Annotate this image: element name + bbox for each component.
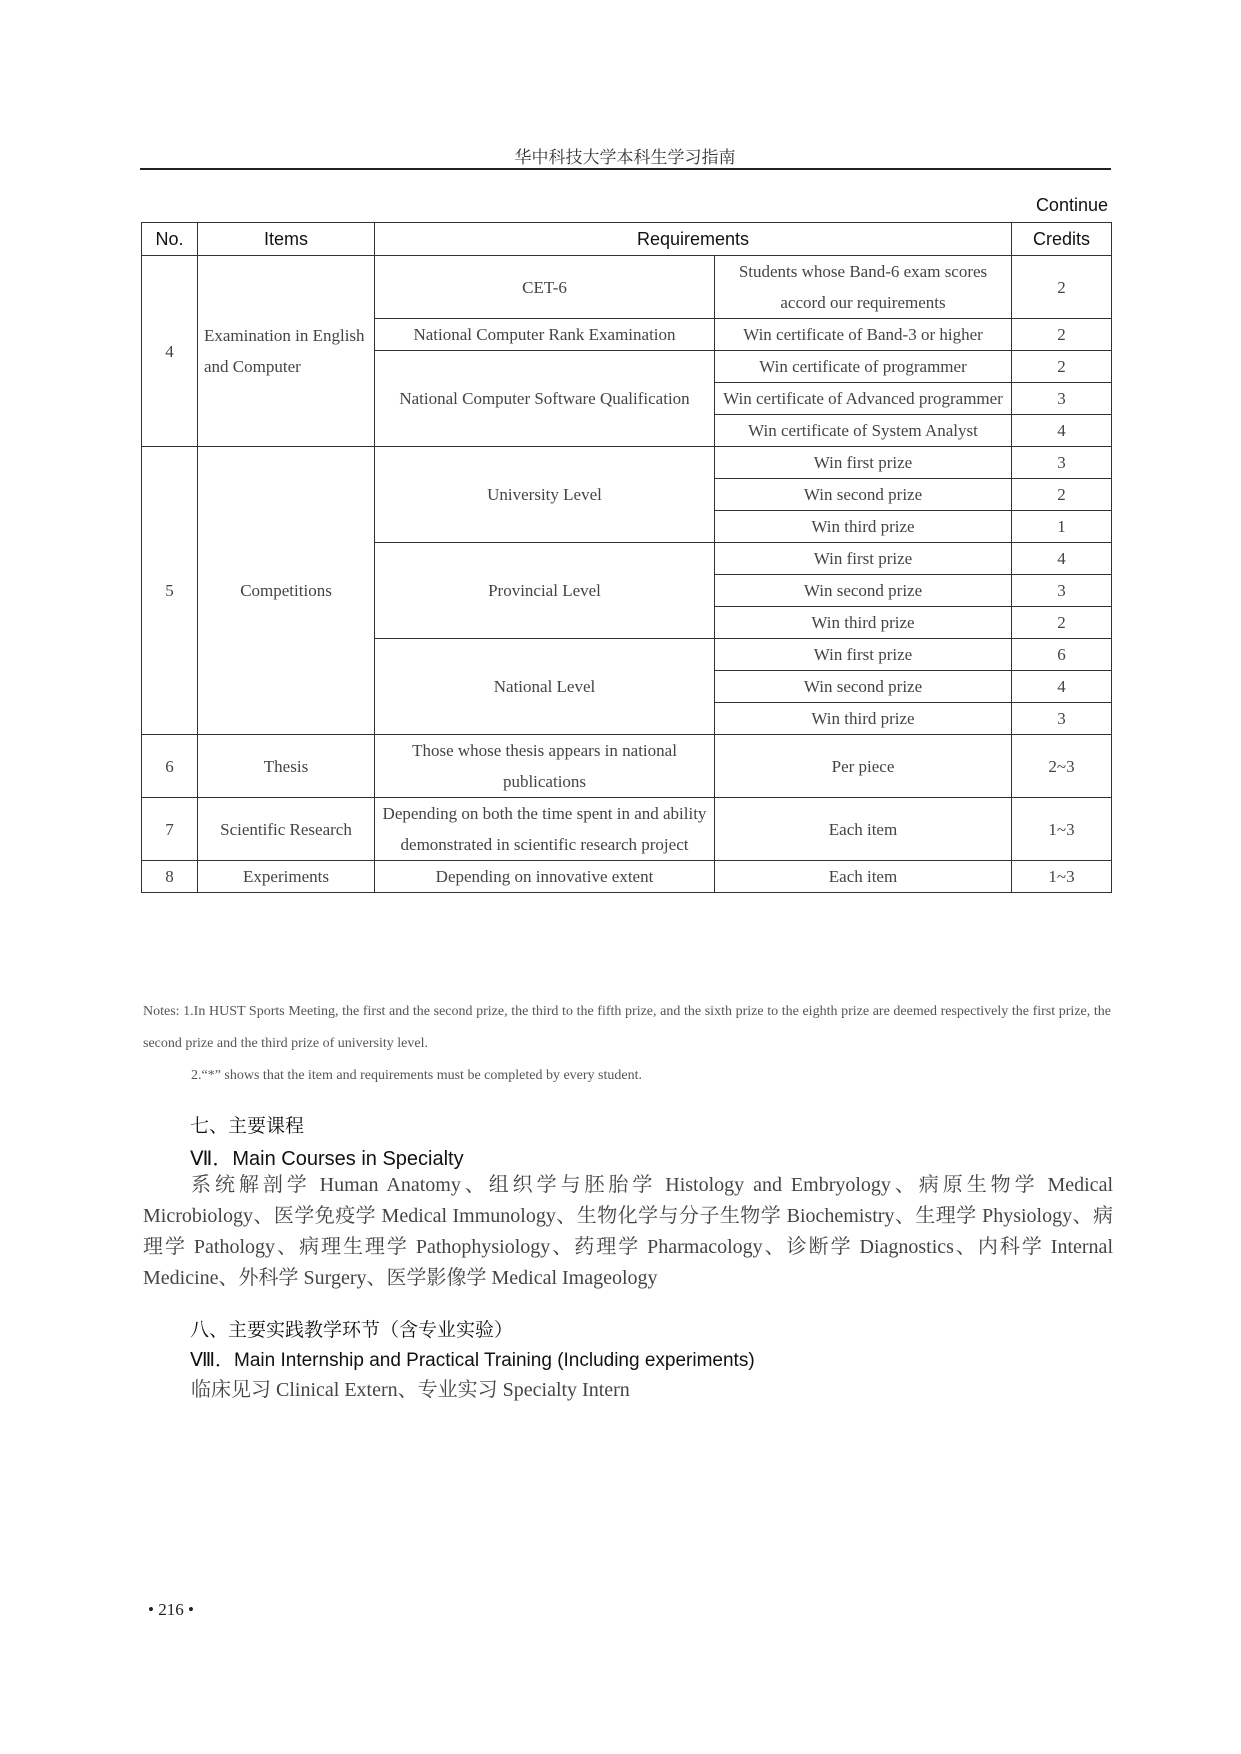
running-header: 华中科技大学本科生学习指南 [514, 148, 736, 168]
continue-label: Continue [1035, 195, 1108, 215]
row-number: 5 [142, 447, 198, 735]
detail-cell: Win second prize [715, 479, 1012, 511]
requirement-cell: National Computer Rank Examination [375, 319, 715, 351]
table-row [142, 798, 1112, 861]
row-item: Thesis [198, 735, 375, 798]
row-item: Examination in English and Computer [198, 256, 375, 447]
requirement-cell: National Computer Software Qualification [375, 351, 715, 447]
requirement-cell: Those whose thesis appears in national publications [375, 735, 715, 798]
detail-cell: Each item [715, 861, 1012, 893]
row-number: 7 [142, 798, 198, 861]
section-8-body: 临床见习 Clinical Extern、专业实习 Specialty Intern [191, 1379, 630, 1401]
credit-cell: 3 [1012, 447, 1112, 479]
row-item: Scientific Research [198, 798, 375, 861]
credit-cell: 6 [1012, 639, 1112, 671]
table-row [142, 861, 1112, 893]
section-7-heading-cn: 七、主要课程 [190, 1115, 305, 1137]
credit-cell: 1~3 [1012, 798, 1112, 861]
col-header-credits: Credits [1012, 223, 1112, 256]
credit-cell: 2~3 [1012, 735, 1112, 798]
table-row [142, 735, 1112, 798]
detail-cell: Win first prize [715, 447, 1012, 479]
credit-cell: 1~3 [1012, 861, 1112, 893]
page-number: • 216 • [148, 1600, 194, 1619]
row-number: 8 [142, 861, 198, 893]
credit-cell: 2 [1012, 319, 1112, 351]
header-divider [140, 168, 1111, 170]
detail-cell: Win first prize [715, 639, 1012, 671]
credit-cell: 2 [1012, 607, 1112, 639]
detail-cell: Win third prize [715, 703, 1012, 735]
requirement-cell: CET-6 [375, 256, 715, 319]
row-number: 6 [142, 735, 198, 798]
detail-cell: Win certificate of System Analyst [715, 415, 1012, 447]
credit-cell: 2 [1012, 479, 1112, 511]
credit-cell: 3 [1012, 383, 1112, 415]
detail-cell: Per piece [715, 735, 1012, 798]
detail-cell: Each item [715, 798, 1012, 861]
row-number: 4 [142, 256, 198, 447]
requirement-cell: University Level [375, 447, 715, 543]
credit-cell: 4 [1012, 415, 1112, 447]
detail-cell: Win first prize [715, 543, 1012, 575]
requirement-cell: Provincial Level [375, 543, 715, 639]
row-item: Experiments [198, 861, 375, 893]
detail-cell: Win second prize [715, 671, 1012, 703]
col-header-items: Items [198, 223, 375, 256]
section-8-heading-en: Ⅷ．Main Internship and Practical Training (Including experiments) [190, 1350, 755, 1371]
credit-cell: 1 [1012, 511, 1112, 543]
detail-cell: Win certificate of Band-3 or higher [715, 319, 1012, 351]
detail-cell: Win certificate of programmer [715, 351, 1012, 383]
section-7-body: 系统解剖学 Human Anatomy、组织学与胚胎学 Histology and Embryology、病原生物学 Medical Microbiology、医学免疫学 Medical Immunology、生物化学与分子生物学 Biochemistry、生理学 Physiology、病理学 Pathology、病理生理学 Pathophysiology、药理学 Pharmacology、诊断学 Diagnostics、内科学 Internal Medicine、外科学 Surgery、医学影像学 Medical Imageology [143, 1174, 1113, 1289]
table-row [142, 256, 1112, 319]
table-note-1: Notes: 1.In HUST Sports Meeting, the first and the second prize, the third to the fifth prize, and the sixth prize to the eighth prize are deemed respectively the first prize, the second prize and the third prize of university level. [143, 1004, 1111, 1051]
row-item: Competitions [198, 447, 375, 735]
section-7-heading-en: Ⅶ．Main Courses in Specialty [190, 1148, 464, 1170]
credit-cell: 4 [1012, 671, 1112, 703]
detail-cell: Win third prize [715, 511, 1012, 543]
credit-cell: 3 [1012, 703, 1112, 735]
credit-cell: 4 [1012, 543, 1112, 575]
detail-cell: Students whose Band-6 exam scores accord our requirements [715, 256, 1012, 319]
requirement-cell: Depending on both the time spent in and ability demonstrated in scientific research project [375, 798, 715, 861]
credit-cell: 3 [1012, 575, 1112, 607]
col-header-no: No. [142, 223, 198, 256]
table-header-row [142, 223, 1112, 256]
detail-cell: Win certificate of Advanced programmer [715, 383, 1012, 415]
table-row [142, 447, 1112, 479]
detail-cell: Win third prize [715, 607, 1012, 639]
detail-cell: Win second prize [715, 575, 1012, 607]
credit-cell: 2 [1012, 351, 1112, 383]
requirements-table [141, 222, 1112, 893]
col-header-requirements: Requirements [375, 223, 1012, 256]
requirement-cell: Depending on innovative extent [375, 861, 715, 893]
credit-cell: 2 [1012, 256, 1112, 319]
requirement-cell: National Level [375, 639, 715, 735]
section-8-heading-cn: 八、主要实践教学环节（含专业实验） [190, 1319, 514, 1341]
table-note-2: 2.“*” shows that the item and requirements must be completed by every student. [191, 1068, 642, 1083]
